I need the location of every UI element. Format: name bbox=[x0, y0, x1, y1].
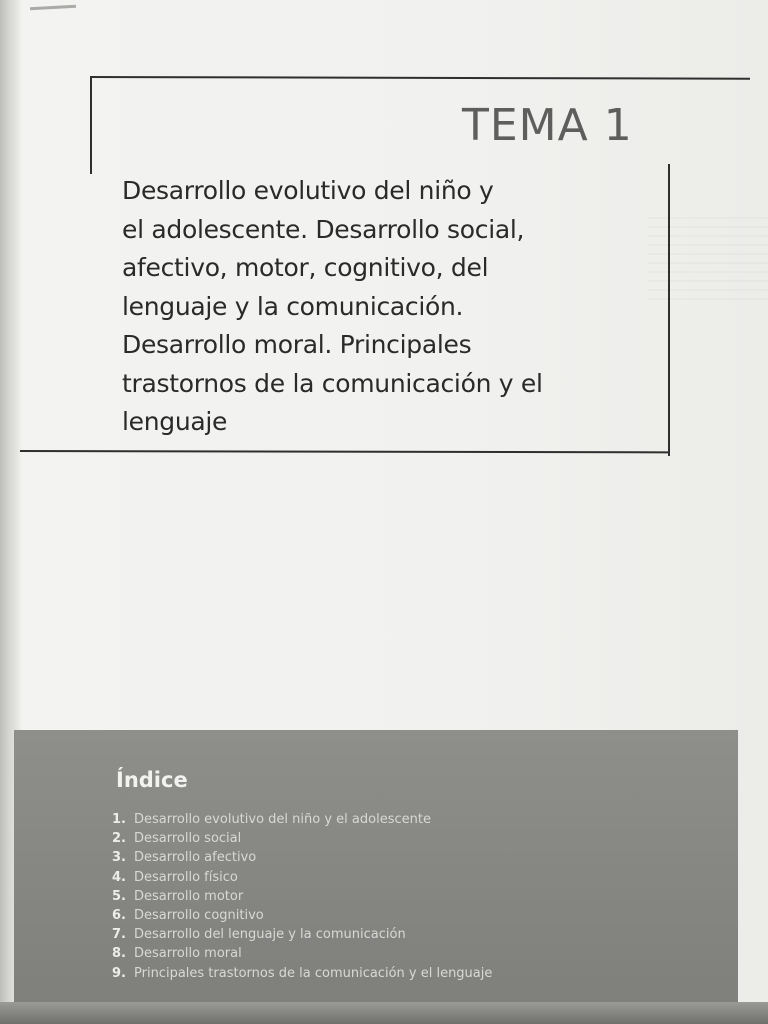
index-item-label: Principales trastornos de la comunicación y el lenguaje bbox=[134, 965, 493, 981]
topic-line: el adolescente. Desarrollo social, bbox=[122, 214, 525, 244]
index-item bbox=[112, 964, 492, 983]
page-corner-mark bbox=[30, 5, 76, 10]
topic-line: afectivo, motor, cognitivo, del bbox=[122, 253, 489, 282]
topic-line: Desarrollo moral. Principales bbox=[122, 330, 472, 359]
index-item bbox=[112, 906, 492, 925]
index-item-label: Desarrollo motor bbox=[134, 888, 244, 904]
chapter-topic bbox=[122, 172, 642, 442]
index-item-number: 7. bbox=[112, 927, 126, 943]
index-item-label: Desarrollo del lenguaje y la comunicación bbox=[134, 927, 406, 943]
index-item-label: Desarrollo evolutivo del niño y el adolescente bbox=[134, 812, 431, 827]
index-item-number: 9. bbox=[112, 965, 126, 981]
page-bottom-edge bbox=[0, 1002, 768, 1024]
topic-line: trastornos de la comunicación y el bbox=[122, 368, 543, 398]
index-item-label: Desarrollo social bbox=[134, 831, 242, 847]
index-item bbox=[112, 925, 492, 944]
chapter-title: TEMA 1 bbox=[462, 100, 633, 151]
topic-line: Desarrollo evolutivo del niño y bbox=[122, 176, 494, 205]
frame-right-rule bbox=[668, 164, 670, 456]
show-through-bleed bbox=[648, 210, 768, 300]
index-item bbox=[112, 848, 492, 867]
index-item bbox=[112, 829, 492, 848]
index-item bbox=[112, 944, 492, 963]
frame-bottom-rule bbox=[20, 450, 670, 453]
index-item bbox=[112, 887, 492, 906]
topic-line: lenguaje bbox=[122, 407, 228, 436]
index-item-label: Desarrollo afectivo bbox=[134, 850, 257, 866]
index-item-number: 2. bbox=[112, 831, 126, 847]
index-item-label: Desarrollo cognitivo bbox=[134, 907, 264, 923]
index-item-number: 1. bbox=[112, 812, 126, 827]
index-item-number: 6. bbox=[112, 907, 126, 923]
index-title: Índice bbox=[116, 768, 188, 792]
index-item-number: 5. bbox=[112, 888, 126, 904]
index-item-label: Desarrollo moral bbox=[134, 946, 242, 962]
index-item-number: 3. bbox=[112, 850, 126, 866]
index-item-label: Desarrollo físico bbox=[134, 869, 238, 885]
index-item-number: 4. bbox=[112, 869, 126, 885]
index-item bbox=[112, 810, 492, 829]
index-item-number: 8. bbox=[112, 946, 126, 962]
topic-line: lenguaje y la comunicación. bbox=[122, 291, 464, 321]
index-list bbox=[112, 810, 492, 983]
frame-left-rule bbox=[90, 76, 92, 174]
frame-top-rule bbox=[90, 76, 750, 80]
index-item bbox=[112, 868, 492, 887]
